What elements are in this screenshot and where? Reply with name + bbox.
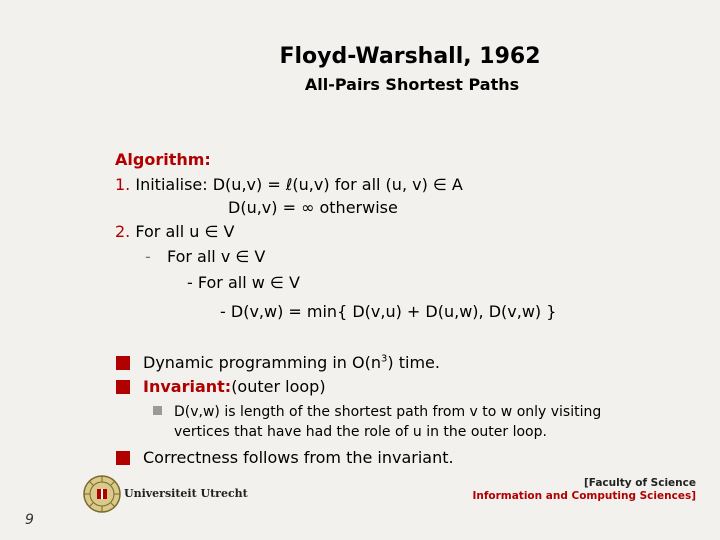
university-seal-icon	[82, 474, 122, 514]
dash: -	[145, 247, 151, 266]
bullet-correctness: Correctness follows from the invariant.	[143, 448, 454, 467]
bullet-square-icon	[116, 451, 130, 465]
page-number: 9	[25, 512, 34, 528]
update-line	[220, 302, 556, 321]
loop-w	[187, 273, 300, 292]
bullet-1-prefix: Dynamic programming in O(n	[143, 353, 382, 372]
invariant-rest: (outer loop)	[231, 377, 326, 396]
sub-bullet-line-2: vertices that have had the role of u in the outer loop.	[174, 424, 547, 440]
sub-bullet-line-1: D(v,w) is length of the shortest path from v to w only visiting	[174, 404, 602, 420]
step-2-text: For all u ∈ V	[135, 222, 235, 241]
bullet-1-suffix: ) time.	[387, 353, 440, 372]
algorithm-heading: Algorithm:	[115, 150, 211, 169]
slide-title: Floyd-Warshall, 1962	[279, 44, 541, 69]
bullet-square-icon	[116, 380, 130, 394]
slide-subtitle: All-Pairs Shortest Paths	[304, 75, 520, 94]
algorithm-step-1-continued: D(u,v) = ∞ otherwise	[228, 198, 398, 217]
bullet-dynamic-programming	[143, 353, 440, 372]
step-number: 2.	[115, 222, 131, 241]
loop-v-text: For all v ∈ V	[166, 247, 266, 266]
algorithm-step-1	[115, 175, 463, 194]
faculty-line-2: Information and Computing Sciences]	[472, 490, 696, 502]
bullet-1-sup: 3	[381, 353, 388, 365]
faculty-label	[472, 477, 696, 503]
bullet-square-icon	[116, 356, 130, 370]
step-number: 1.	[115, 175, 131, 194]
dash: -	[187, 273, 193, 292]
bullet-invariant	[143, 377, 326, 396]
sub-bullet-square-icon	[153, 406, 162, 415]
dash: -	[220, 302, 226, 321]
sub-bullet-invariant	[174, 402, 601, 442]
algorithm-step-2	[115, 222, 234, 241]
university-name: Universiteit Utrecht	[124, 487, 248, 500]
loop-v	[145, 247, 265, 266]
loop-w-text: For all w ∈ V	[197, 273, 300, 292]
faculty-line-1: [Faculty of Science	[583, 477, 696, 489]
update-text: D(v,w) = min{ D(v,u) + D(u,w), D(v,w) }	[230, 302, 557, 321]
invariant-label: Invariant:	[143, 377, 232, 396]
step-1-text: Initialise: D(u,v) = ℓ(u,v) for all (u, v) ∈ A	[135, 175, 463, 194]
